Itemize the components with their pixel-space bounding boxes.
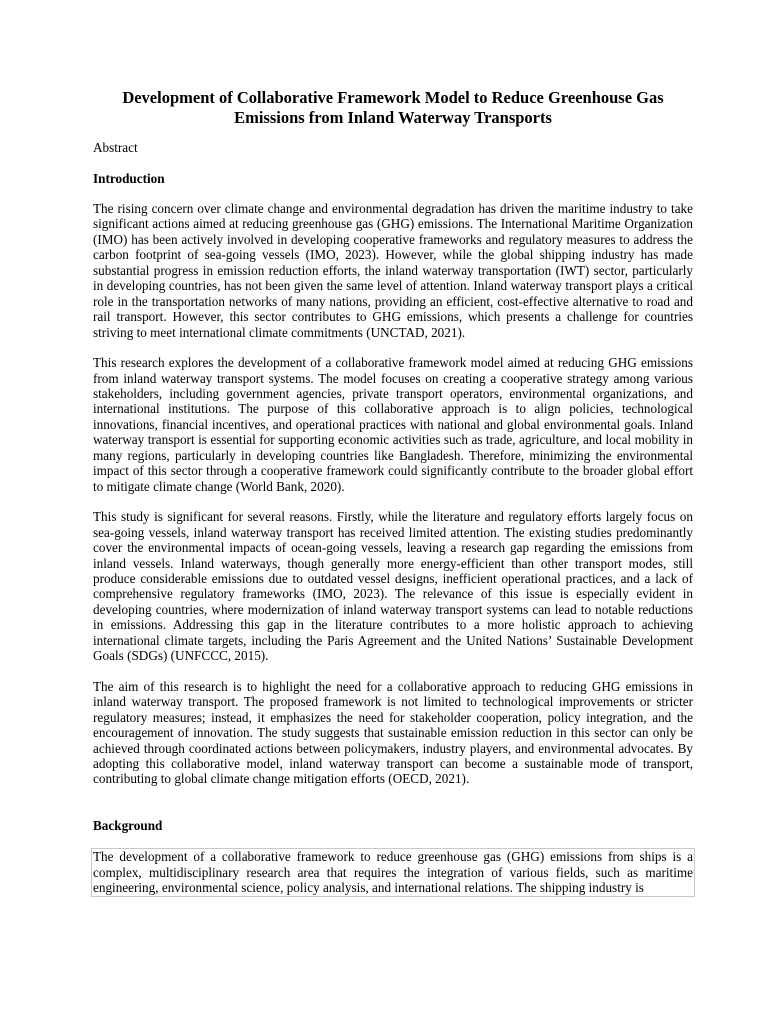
introduction-paragraph-1: The rising concern over climate change and environmental degradation has driven the maritime industry to take significant actions aimed at reducing greenhouse gas (GHG) emissions. The International Maritime Organization (IMO) has been actively involved in developing cooperative frameworks and regulatory measures to address the carbon footprint of sea-going vessels (IMO, 2023). However, while the global shipping industry has made substantial progress in emission reduction efforts, the inland waterway transportation (IWT) sector, particularly in developing countries, has not been given the same level of attention. Inland waterway transport plays a critical role in the transportation networks of many nations, providing an efficient, cost-effective alternative to road and rail transport. However, this sector contributes to GHG emissions, which presents a challenge for countries striving to meet international climate commitments (UNCTAD, 2021). [93,201,693,340]
document-body [93,88,693,897]
abstract-label: Abstract [93,140,138,155]
background-text-box[interactable] [91,848,695,896]
document-title: Development of Collaborative Framework Model to Reduce Greenhouse Gas Emissions from Inland Waterway Transports [122,88,664,127]
section-spacer [93,802,693,818]
background-heading: Background [93,817,163,833]
introduction-paragraph-3: This study is significant for several reasons. Firstly, while the literature and regulatory efforts largely focus on sea-going vessels, inland waterway transport has received limited attention. The existing studies predominantly cover the environmental impacts of ocean-going vessels, leaving a research gap regarding the emissions from inland vessels. Inland waterways, though generally more energy-efficient than other transport modes, still produce considerable emissions due to outdated vessel designs, inefficient operational practices, and a lack of comprehensive regulatory frameworks (IMO, 2023). The relevance of this issue is especially evident in developing countries, where modernization of inland waterway transport systems can lead to notable reductions in emissions. Addressing this gap in the literature contributes to a more holistic approach to achieving international climate targets, including the Paris Agreement and the United Nations’ Sustainable Development Goals (SDGs) (UNFCCC, 2015). [93,509,693,664]
introduction-paragraph-4: The aim of this research is to highlight the need for a collaborative approach to reducing GHG emissions in inland waterway transport. The proposed framework is not limited to technological improvements or stricter regulatory measures; instead, it emphasizes the need for stakeholder cooperation, policy integration, and the encouragement of innovation. The study suggests that sustainable emission reduction in this sector can only be achieved through coordinated actions between policymakers, industry players, and environmental advocates. By adopting this collaborative model, inland waterway transport can become a sustainable mode of transport, contributing to global climate change mitigation efforts (OECD, 2021). [93,678,693,787]
background-paragraph: The development of a collaborative framework to reduce greenhouse gas (GHG) emissions from ships is a complex, multidisciplinary research area that requires the integration of various fields, such as maritime engineering, environmental science, policy analysis, and international relations. The shipping industry is [93,849,693,896]
introduction-heading: Introduction [93,170,165,186]
introduction-paragraph-2: This research explores the development of a collaborative framework model aimed at reducing GHG emissions from inland waterway transport systems. The model focuses on creating a cooperative strategy among various stakeholders, including government agencies, private transport operators, environmental organizations, and international institutions. The purpose of this collaborative approach is to align policies, technological innovations, financial incentives, and operational practices with national and global environmental goals. Inland waterway transport is essential for supporting economic activities such as trade, agriculture, and local mobility in many regions, particularly in developing countries like Bangladesh. Therefore, minimizing the environmental impact of this sector through a cooperative framework could significantly contribute to the broader global effort to mitigate climate change (World Bank, 2020). [93,355,693,494]
